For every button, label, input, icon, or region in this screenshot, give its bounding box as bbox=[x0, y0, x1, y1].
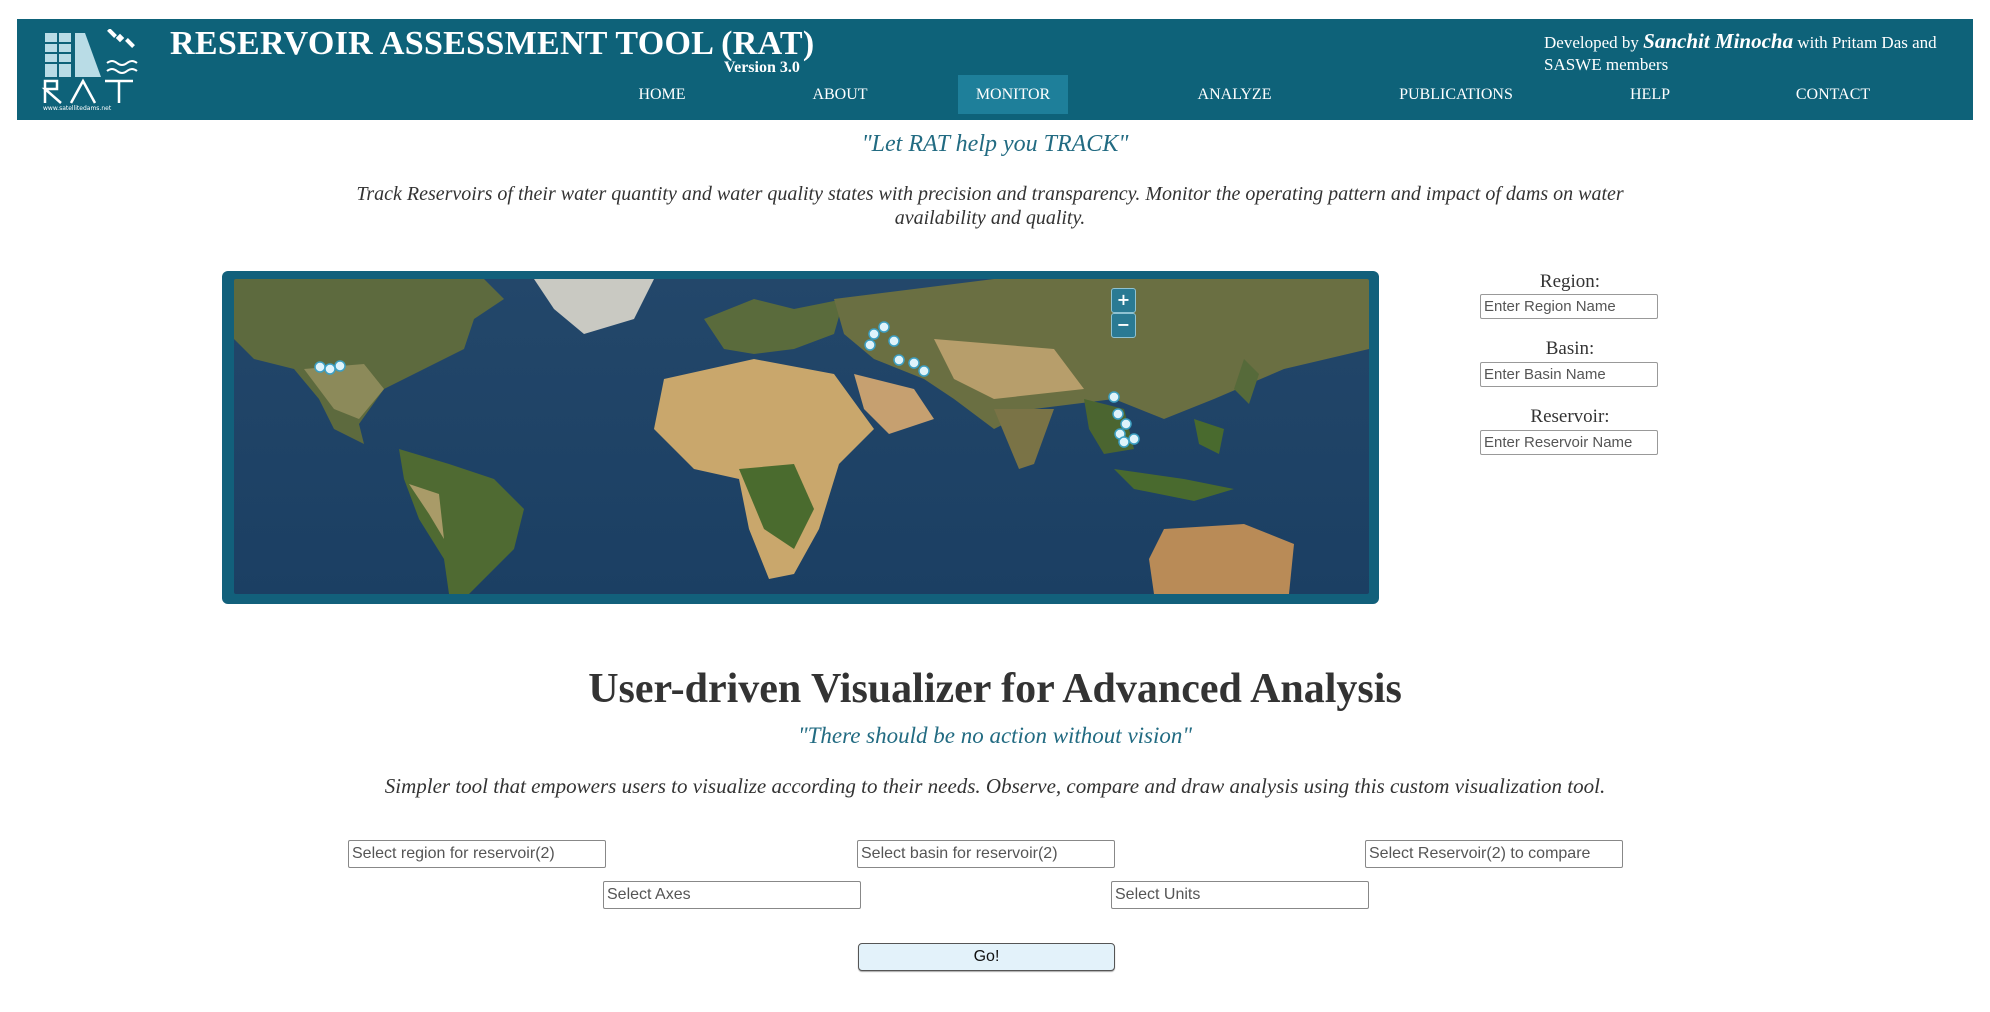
developer-name: Sanchit Minocha bbox=[1643, 29, 1794, 53]
visualizer-title: User-driven Visualizer for Advanced Analysis bbox=[588, 666, 1402, 712]
region-input[interactable] bbox=[1480, 294, 1658, 319]
reservoir-marker-icon bbox=[1119, 437, 1129, 447]
visualizer-description: Simpler tool that empowers users to visualize according to their needs. Observe, compare and draw analysis using this custom visualization tool. bbox=[384, 774, 1606, 798]
reservoir-label: Reservoir: bbox=[1530, 406, 1610, 427]
reservoir-marker-icon bbox=[894, 355, 904, 365]
nav-analyze[interactable]: ANALYZE bbox=[1197, 86, 1272, 103]
select-region-dropdown[interactable]: Select region for reservoir(2) bbox=[348, 840, 606, 868]
reservoir-marker-icon bbox=[1109, 392, 1119, 402]
basin-input[interactable] bbox=[1480, 362, 1658, 387]
reservoir-marker-icon bbox=[325, 364, 335, 374]
credits bbox=[1544, 30, 1964, 76]
select-reservoir-dropdown[interactable]: Select Reservoir(2) to compare bbox=[1365, 840, 1623, 868]
nav-monitor[interactable]: MONITOR bbox=[958, 75, 1068, 114]
reservoir-marker-icon bbox=[909, 358, 919, 368]
reservoir-marker-icon bbox=[1129, 434, 1139, 444]
reservoir-marker-icon bbox=[869, 329, 879, 339]
select-units-dropdown[interactable]: Select Units bbox=[1111, 881, 1369, 909]
reservoir-marker-icon bbox=[335, 361, 345, 371]
credits-prefix: Developed by bbox=[1544, 33, 1644, 52]
logo-url: www.satellitedams.net bbox=[43, 105, 112, 111]
reservoir-marker-icon bbox=[865, 340, 875, 350]
credits-suffix: with Pritam Das and SASWE members bbox=[1544, 33, 1937, 74]
site-title: RESERVOIR ASSESSMENT TOOL (RAT) bbox=[170, 25, 815, 62]
zoom-in-button[interactable]: + bbox=[1111, 288, 1136, 313]
map-container[interactable] bbox=[222, 271, 1379, 604]
basin-label: Basin: bbox=[1545, 338, 1595, 359]
select-basin-dropdown[interactable]: Select basin for reservoir(2) bbox=[857, 840, 1115, 868]
reservoir-marker-icon bbox=[879, 322, 889, 332]
reservoir-marker-icon bbox=[919, 366, 929, 376]
main-nav bbox=[17, 75, 1973, 114]
world-map[interactable] bbox=[234, 279, 1369, 594]
nav-home[interactable]: HOME bbox=[638, 86, 686, 103]
site-header bbox=[17, 19, 1973, 120]
reservoir-marker-icon bbox=[1121, 419, 1131, 429]
reservoir-marker-icon bbox=[1113, 409, 1123, 419]
monitor-tagline: "Let RAT help you TRACK" bbox=[861, 131, 1129, 157]
monitor-description: Track Reservoirs of their water quantity and water quality states with precision and transparency. Monitor the operating pattern and impact of dams on water availability and quality. bbox=[356, 183, 1624, 229]
select-axes-dropdown[interactable]: Select Axes bbox=[603, 881, 861, 909]
nav-help[interactable]: HELP bbox=[1630, 86, 1670, 103]
reservoir-input[interactable] bbox=[1480, 430, 1658, 455]
reservoir-marker-icon bbox=[315, 362, 325, 372]
region-label: Region: bbox=[1539, 271, 1601, 292]
zoom-out-button[interactable]: − bbox=[1111, 313, 1136, 338]
nav-publications[interactable]: PUBLICATIONS bbox=[1399, 86, 1513, 103]
visualizer-quote: "There should be no action without vision" bbox=[797, 723, 1193, 748]
nav-about[interactable]: ABOUT bbox=[812, 86, 868, 103]
version-label: Version 3.0 bbox=[724, 59, 800, 76]
nav-contact[interactable]: CONTACT bbox=[1795, 86, 1871, 103]
go-button[interactable]: Go! bbox=[858, 943, 1115, 971]
reservoir-marker-icon bbox=[889, 336, 899, 346]
